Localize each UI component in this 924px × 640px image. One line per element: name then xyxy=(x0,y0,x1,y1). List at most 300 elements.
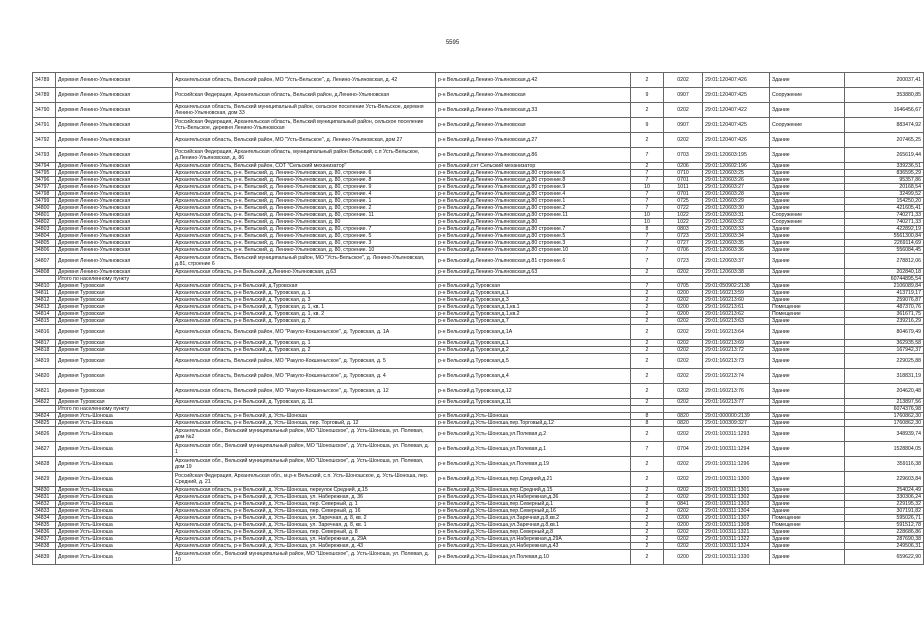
table-row xyxy=(33,88,924,103)
full-address-cell: Архангельская область, р-н Вельский, д. Туровская, д. 2 xyxy=(173,347,436,354)
settlement-name-cell: Деревня Усть-Шоноша xyxy=(56,427,173,442)
cadastral-value-cell: 2269114,69 xyxy=(845,240,924,247)
table-row xyxy=(33,347,924,354)
table-row xyxy=(33,536,924,543)
short-address-cell: р-н Вельский,д.Ленино-Ульяновская,д.80 строение.11 xyxy=(436,212,631,219)
row-number-cell: 34834 xyxy=(33,515,56,522)
row-number-cell: 34812 xyxy=(33,297,56,304)
row-number-cell xyxy=(33,276,56,283)
object-type-cell: Здание xyxy=(770,420,845,427)
cadastral-number-cell: 29:01:120407:425 xyxy=(703,88,770,103)
cadastral-number-cell: 29:01:100311:1303 xyxy=(703,501,770,508)
cadastral-number-cell: 29:01:120603:26 xyxy=(703,177,770,184)
settlement-name-cell: Деревня Ленино-Ульяновская xyxy=(56,177,173,184)
short-address-cell: р-н Вельский,д.Туровская,д.1,кв.1 xyxy=(436,304,631,311)
cadastral-number-cell: 29:01:100311:1293 xyxy=(703,427,770,442)
cadastral-number-cell: 29:01:100311:1308 xyxy=(703,522,770,529)
full-address-cell: Архангельская область, р-н. Вельский, д. Ленино-Ульяновская, д. 80, строение. 10 xyxy=(173,247,436,254)
row-number-cell: 34803 xyxy=(33,226,56,233)
subgroup-code-cell: 0705 xyxy=(664,283,703,290)
cadastral-value-cell: 229025,88 xyxy=(845,354,924,369)
full-address-cell xyxy=(173,406,436,413)
object-type-cell: Здание xyxy=(770,457,845,472)
row-number-cell: 34830 xyxy=(33,487,56,494)
table-row xyxy=(33,529,924,536)
cadastral-number-cell: 29:01:120603:31 xyxy=(703,212,770,219)
subgroup-code-cell: 0202 xyxy=(664,508,703,515)
cadastral-value-cell: 204620,48 xyxy=(845,384,924,399)
short-address-cell: р-н Вельский,д.Туровская,д.11 xyxy=(436,399,631,406)
group-code-cell: 8 xyxy=(631,420,664,427)
full-address-cell: Российская Федерация, Архангельская обл., м.р-н Вельский, с.п. Усть-Шоношское, д. Усть-Шоноша, пер. Средний, д. 21 xyxy=(173,472,436,487)
settlement-name-cell: Деревня Усть-Шоноша xyxy=(56,550,173,565)
group-code-cell: 7 xyxy=(631,191,664,198)
short-address-cell: р-н Вельский,д.Туровская,д.1 xyxy=(436,340,631,347)
group-code-cell xyxy=(631,276,664,283)
row-number-cell: 34800 xyxy=(33,205,56,212)
cadastral-value-cell: 229195,32 xyxy=(845,501,924,508)
short-address-cell: р-н Вельский,д.Ленино-Ульяновская,д.80 строение.7 xyxy=(436,226,631,233)
group-code-cell: 2 xyxy=(631,297,664,304)
settlement-name-cell: Итого по населенному пункту xyxy=(56,406,173,413)
row-number-cell: 34836 xyxy=(33,529,56,536)
short-address-cell: р-н Вельский,д.Ленино-Ульяновская,д.80 строение.1 xyxy=(436,198,631,205)
group-code-cell: 2 xyxy=(631,163,664,170)
settlement-name-cell: Деревня Туровская xyxy=(56,290,173,297)
cadastral-value-cell: 318831,19 xyxy=(845,369,924,384)
object-type-cell: Сооружение xyxy=(770,219,845,226)
object-type-cell: Здание xyxy=(770,508,845,515)
cadastral-number-cell: 29:01:120407:426 xyxy=(703,73,770,88)
row-number-cell: 34828 xyxy=(33,457,56,472)
group-code-cell: 7 xyxy=(631,233,664,240)
cadastral-number-cell: 29:01:120603:195 xyxy=(703,148,770,163)
full-address-cell: Архангельская область, р-н Вельский, д. Усть-Шоноша, ул. Набережная, д. 43 xyxy=(173,543,436,550)
row-number-cell: 34839 xyxy=(33,550,56,565)
full-address-cell: Архангельская область, р-н. Вельский, д. Ленино-Ульяновская, д. 80, строение. 2 xyxy=(173,205,436,212)
subgroup-code-cell: 0841 xyxy=(664,501,703,508)
cadastral-value-cell: 740271,33 xyxy=(845,212,924,219)
row-number-cell: 34821 xyxy=(33,384,56,399)
group-code-cell: 2 xyxy=(631,269,664,276)
row-number-cell: 34790 xyxy=(33,103,56,118)
full-address-cell: Архангельская обл., Вельский муниципальный район, МО "Шоношское", д. Усть-Шоноша, ул. Полевая, д. 1 xyxy=(173,442,436,457)
cadastral-number-cell: 29:01:120603:28 xyxy=(703,191,770,198)
cadastral-value-cell: 95357,86 xyxy=(845,177,924,184)
cadastral-number-cell: 29:01:100311:1304 xyxy=(703,508,770,515)
cadastral-number-cell: 29:01:160213:69 xyxy=(703,340,770,347)
full-address-cell: Архангельская область, р-н. Вельский, д. Ленино-Ульяновская, д. 80, строение. 4 xyxy=(173,191,436,198)
settlement-name-cell: Деревня Туровская xyxy=(56,311,173,318)
subgroup-code-cell: 0701 xyxy=(664,177,703,184)
table-row xyxy=(33,103,924,118)
cadastral-number-cell: 29:01:160213:74 xyxy=(703,369,770,384)
object-type-cell: Помещение xyxy=(770,311,845,318)
subgroup-code-cell: 0907 xyxy=(664,88,703,103)
table-row xyxy=(33,522,924,529)
cadastral-number-cell: 29:01:160213:63 xyxy=(703,318,770,325)
subgroup-code-cell: 0200 xyxy=(664,550,703,565)
group-code-cell: 2 xyxy=(631,354,664,369)
table-row xyxy=(33,311,924,318)
full-address-cell: Архангельская область, р-н Вельский, д. Туровская, д. 7 xyxy=(173,318,436,325)
cadastral-number-cell: 29:01:120603:36 xyxy=(703,247,770,254)
subgroup-code-cell: 0704 xyxy=(664,442,703,457)
settlement-name-cell: Деревня Усть-Шоноша xyxy=(56,508,173,515)
settlement-name-cell: Деревня Ленино-Ульяновская xyxy=(56,254,173,269)
table-row xyxy=(33,550,924,565)
cadastral-value-cell: 1646456,67 xyxy=(845,103,924,118)
short-address-cell: р-н Вельский,д.Туровская,д.1А xyxy=(436,325,631,340)
settlement-name-cell: Деревня Усть-Шоноша xyxy=(56,529,173,536)
full-address-cell: Архангельская область, Вельский муниципальный район, МО "Усть-Вельское", д. Ленино-Ульяновская, д.81, строение 6 xyxy=(173,254,436,269)
full-address-cell: Архангельская область, р-н Вельский, д. Усть-Шоноша, переулок Средний, д.15 xyxy=(173,487,436,494)
table-row xyxy=(33,399,924,406)
short-address-cell: р-н Вельский,д.Ленино-Ульяновская,д.80 строение.3 xyxy=(436,240,631,247)
row-number-cell: 34791 xyxy=(33,118,56,133)
short-address-cell: р-н Вельский,д.Туровская,д.5 xyxy=(436,354,631,369)
short-address-cell: р-н Вельский,д.Усть-Шоноша,ул.Заречная,д.8,кв.2 xyxy=(436,515,631,522)
subgroup-code-cell: 0200 xyxy=(664,522,703,529)
row-number-cell: 34819 xyxy=(33,354,56,369)
row-number-cell: 34818 xyxy=(33,347,56,354)
full-address-cell: Архангельская область, р-н Вельский, д. Туровская, д. 11 xyxy=(173,399,436,406)
cadastral-number-cell: 29:01:120603:38 xyxy=(703,269,770,276)
short-address-cell: р-н Вельский,д.Туровская,д.1 xyxy=(436,290,631,297)
object-type-cell: Сооружение xyxy=(770,212,845,219)
object-type-cell: Здание xyxy=(770,442,845,457)
short-address-cell: р-н Вельский,д.Усть-Шоноша,пер.Средний,д.15 xyxy=(436,487,631,494)
subgroup-code-cell: 0202 xyxy=(664,354,703,369)
group-code-cell: 2 xyxy=(631,487,664,494)
group-code-cell: 2 xyxy=(631,340,664,347)
object-type-cell: Сооружение xyxy=(770,88,845,103)
short-address-cell xyxy=(436,406,631,413)
full-address-cell: Архангельская обл., Вельский муниципальный район, МО "Шоношское", д. Усть-Шоноша, ул. Полевая, д. 10 xyxy=(173,550,436,565)
cadastral-number-cell: 29:01:100311:1294 xyxy=(703,442,770,457)
short-address-cell: р-н Вельский,д.Усть-Шоноша,пер.Средний,д.21 xyxy=(436,472,631,487)
subgroup-code-cell: 0202 xyxy=(664,487,703,494)
object-type-cell: Здание xyxy=(770,529,845,536)
subgroup-code-cell: 0202 xyxy=(664,472,703,487)
object-type-cell: Здание xyxy=(770,369,845,384)
row-number-cell: 34827 xyxy=(33,442,56,457)
full-address-cell: Архангельская область, р-н. Вельский, д. Ленино-Ульяновская, д. 80, строение. 3 xyxy=(173,240,436,247)
group-code-cell: 8 xyxy=(631,501,664,508)
subgroup-code-cell: 1011 xyxy=(664,184,703,191)
cadastral-value-cell: 804679,49 xyxy=(845,325,924,340)
subgroup-code-cell: 0703 xyxy=(664,148,703,163)
table-row xyxy=(33,304,924,311)
cadastral-value-cell: 591512,78 xyxy=(845,522,924,529)
full-address-cell: Архангельская область, р-н. Вельский, д. Ленино-Ульяновская, д. 80, строение. 9 xyxy=(173,184,436,191)
full-address-cell: Архангельская область, р-н Вельский, д.Ленино-Ульяновская, д.63 xyxy=(173,269,436,276)
short-address-cell: р-н Вельский,д.Ленино-Ульяновская,д.80 строение.9 xyxy=(436,184,631,191)
object-type-cell: Здание xyxy=(770,191,845,198)
cadastral-value-cell: 740271,33 xyxy=(845,219,924,226)
table-row xyxy=(33,457,924,472)
table-row xyxy=(33,340,924,347)
group-code-cell: 2 xyxy=(631,472,664,487)
cadastral-value-cell: 213897,56 xyxy=(845,399,924,406)
object-type-cell: Здание xyxy=(770,399,845,406)
object-type-cell: Здание xyxy=(770,347,845,354)
table-row xyxy=(33,184,924,191)
settlement-name-cell: Деревня Ленино-Ульяновская xyxy=(56,226,173,233)
subgroup-code-cell: 0907 xyxy=(664,118,703,133)
table-row xyxy=(33,219,924,226)
group-code-cell: 2 xyxy=(631,384,664,399)
object-type-cell: Здание xyxy=(770,354,845,369)
subgroup-code-cell: 0727 xyxy=(664,240,703,247)
group-code-cell: 2 xyxy=(631,290,664,297)
short-address-cell xyxy=(436,276,631,283)
cadastral-number-cell: 29:01:160213:64 xyxy=(703,325,770,340)
short-address-cell: р-н Вельский,д.Туровская,д.1,кв.2 xyxy=(436,311,631,318)
settlement-name-cell: Деревня Ленино-Ульяновская xyxy=(56,247,173,254)
table-row xyxy=(33,198,924,205)
object-type-cell: Здание xyxy=(770,73,845,88)
object-type-cell: Здание xyxy=(770,550,845,565)
cadastral-value-cell: 202840,18 xyxy=(845,269,924,276)
subgroup-code-cell: 0202 xyxy=(664,457,703,472)
cadastral-number-cell: 29:01:120407:422 xyxy=(703,103,770,118)
group-code-cell: 2 xyxy=(631,318,664,325)
full-address-cell xyxy=(173,276,436,283)
cadastral-number-cell: 29:01:100311:1324 xyxy=(703,543,770,550)
settlement-name-cell: Деревня Туровская xyxy=(56,347,173,354)
page-number: 5595 xyxy=(445,40,460,46)
full-address-cell: Архангельская область, р-н. Вельский, д. Ленино-Ульяновская, д. 80, строение. 7 xyxy=(173,226,436,233)
object-type-cell: Здание xyxy=(770,384,845,399)
row-number-cell: 34813 xyxy=(33,304,56,311)
row-number-cell: 34814 xyxy=(33,311,56,318)
full-address-cell: Архангельская область, Вельский район, МО "Ракуло-Кокшеньгское", д. Туровская, д. 4 xyxy=(173,369,436,384)
cadastral-number-cell: 29:01:160213:76 xyxy=(703,384,770,399)
short-address-cell: р-н Вельский,д.Ленино-Ульяновская,д.80 строение.6 xyxy=(436,170,631,177)
row-number-cell: 34820 xyxy=(33,369,56,384)
settlement-name-cell: Деревня Усть-Шоноша xyxy=(56,457,173,472)
short-address-cell: р-н Вельский,д.Ленино-Ульяновская xyxy=(436,118,631,133)
settlement-name-cell: Деревня Усть-Шоноша xyxy=(56,487,173,494)
table-row xyxy=(33,501,924,508)
settlement-name-cell: Деревня Туровская xyxy=(56,297,173,304)
subgroup-code-cell: 0202 xyxy=(664,427,703,442)
table-row xyxy=(33,205,924,212)
settlement-name-cell: Деревня Ленино-Ульяновская xyxy=(56,103,173,118)
object-type-cell: Здание xyxy=(770,297,845,304)
cadastral-value-cell: 353880,85 xyxy=(845,88,924,103)
short-address-cell: р-н Вельский,д.Ленино-Ульяновская,д.86 xyxy=(436,148,631,163)
full-address-cell: Архангельская область, Вельский район, МО "Усть-Вельское", д. Ленино-Ульяновская, дом 27 xyxy=(173,133,436,148)
full-address-cell: Российская Федерация, Архангельская область, Вельский муниципальный район, сельское поселение Усть-Вельское, деревня Ленино-Ульяновская xyxy=(173,118,436,133)
cadastral-value-cell: 362935,58 xyxy=(845,340,924,347)
row-number-cell: 34816 xyxy=(33,325,56,340)
subgroup-code-cell xyxy=(664,406,703,413)
subgroup-code-cell: 0202 xyxy=(664,369,703,384)
cadastral-value-cell: 836595,29 xyxy=(845,170,924,177)
table-row xyxy=(33,170,924,177)
cadastral-value-cell: 200037,41 xyxy=(845,73,924,88)
short-address-cell: р-н Вельский,д.Усть-Шоноша,ул.Набережная,д.29А xyxy=(436,536,631,543)
cadastral-value-cell: 1760862,30 xyxy=(845,420,924,427)
table-row xyxy=(33,354,924,369)
object-type-cell: Здание xyxy=(770,170,845,177)
row-number-cell: 34798 xyxy=(33,191,56,198)
row-number-cell: 34805 xyxy=(33,240,56,247)
table-row xyxy=(33,254,924,269)
cadastral-value-cell: 348939,74 xyxy=(845,427,924,442)
subgroup-code-cell: 1022 xyxy=(664,219,703,226)
subgroup-code-cell: 0202 xyxy=(664,318,703,325)
cadastral-value-cell: 154250,20 xyxy=(845,198,924,205)
row-number-cell: 34829 xyxy=(33,472,56,487)
row-number-cell: 34793 xyxy=(33,148,56,163)
subgroup-code-cell: 0706 xyxy=(664,247,703,254)
table-row xyxy=(33,472,924,487)
short-address-cell: р-н Вельский,д.Ленино-Ульяновская,д.27 xyxy=(436,133,631,148)
row-number-cell: 34832 xyxy=(33,501,56,508)
object-type-cell: Здание xyxy=(770,198,845,205)
group-code-cell: 2 xyxy=(631,457,664,472)
cadastral-number-cell: 29:01:160213:59 xyxy=(703,290,770,297)
cadastral-value-cell: 207465,25 xyxy=(845,133,924,148)
full-address-cell: Архангельская область, р-н. Вельский, д. Ленино-Ульяновская, д. 80 xyxy=(173,219,436,226)
short-address-cell: р-н Вельский,д.Усть-Шоноша,пер.Северный,д.8 xyxy=(436,529,631,536)
subgroup-code-cell: 0722 xyxy=(664,205,703,212)
table-row xyxy=(33,515,924,522)
full-address-cell: Архангельская область, р-н. Вельский, д. Ленино-Ульяновская, д. 80, строение. 1 xyxy=(173,198,436,205)
short-address-cell: р-н Вельский,д.Усть-Шоноша xyxy=(436,413,631,420)
row-number-cell: 34804 xyxy=(33,233,56,240)
cadastral-number-cell: 29:01:160213:77 xyxy=(703,399,770,406)
object-type-cell: Здание xyxy=(770,501,845,508)
subgroup-code-cell: 0202 xyxy=(664,399,703,406)
subgroup-code-cell: 0710 xyxy=(664,170,703,177)
table-row xyxy=(33,226,924,233)
cadastral-number-cell: 29:01:160213:62 xyxy=(703,311,770,318)
table-row xyxy=(33,133,924,148)
cadastral-value-cell: 229603,84 xyxy=(845,472,924,487)
object-type-cell: Здание xyxy=(770,283,845,290)
object-type-cell: Помещение xyxy=(770,515,845,522)
group-code-cell: 2 xyxy=(631,325,664,340)
settlement-name-cell: Деревня Туровская xyxy=(56,325,173,340)
short-address-cell: р-н Вельский,д.Усть-Шоноша,ул.Полевая,д.1 xyxy=(436,442,631,457)
subgroup-code-cell: 0206 xyxy=(664,163,703,170)
table-row xyxy=(33,297,924,304)
settlement-name-cell: Деревня Ленино-Ульяновская xyxy=(56,240,173,247)
cadastral-number-cell: 29:01:120603:29 xyxy=(703,198,770,205)
cadastral-number-cell: 29:01:100309:327 xyxy=(703,420,770,427)
settlement-name-cell: Итого по населенному пункту xyxy=(56,276,173,283)
short-address-cell: р-н Вельский,д.Ленино-Ульяновская,д.80 строение.10 xyxy=(436,247,631,254)
table-row xyxy=(33,148,924,163)
subgroup-code-cell: 0725 xyxy=(664,198,703,205)
object-type-cell: Здание xyxy=(770,184,845,191)
cadastral-value-cell: 2106089,84 xyxy=(845,283,924,290)
table-row xyxy=(33,406,924,413)
cadastral-value-cell: 32499,52 xyxy=(845,191,924,198)
cadastral-number-cell: 29:01:160213:61 xyxy=(703,304,770,311)
cadastral-value-cell: 1528804,05 xyxy=(845,442,924,457)
object-type-cell: Здание xyxy=(770,269,845,276)
short-address-cell: р-н Вельский,д.Ленино-Ульяновская,д.80 строение.2 xyxy=(436,205,631,212)
object-type-cell: Сооружение xyxy=(770,118,845,133)
group-code-cell: 2 xyxy=(631,427,664,442)
object-type-cell: Здание xyxy=(770,543,845,550)
object-type-cell: Здание xyxy=(770,240,845,247)
settlement-name-cell: Деревня Туровская xyxy=(56,304,173,311)
settlement-name-cell: Деревня Туровская xyxy=(56,399,173,406)
group-code-cell: 9 xyxy=(631,88,664,103)
cadastral-value-cell: 556084,45 xyxy=(845,247,924,254)
cadastral-value-cell: 287690,38 xyxy=(845,536,924,543)
cadastral-number-cell: 29:01:120602:196 xyxy=(703,163,770,170)
cadastral-value-cell: 359116,38 xyxy=(845,457,924,472)
cadastral-number-cell xyxy=(703,406,770,413)
group-code-cell: 2 xyxy=(631,515,664,522)
full-address-cell: Архангельская область, р-н Вельский, д. Туровская, д. 1 xyxy=(173,290,436,297)
group-code-cell: 2 xyxy=(631,311,664,318)
cadastral-number-cell: 29:01:120603:30 xyxy=(703,205,770,212)
object-type-cell: Здание xyxy=(770,177,845,184)
short-address-cell: р-н Вельский,д.Туровская,д.3 xyxy=(436,297,631,304)
settlement-name-cell: Деревня Усть-Шоноша xyxy=(56,442,173,457)
short-address-cell: р-н Вельский,д.Усть-Шоноша,пер.Северный,д.1 xyxy=(436,501,631,508)
short-address-cell: р-н Вельский,д.Ленино-Ульяновская,д.33 xyxy=(436,103,631,118)
full-address-cell: Архангельская область, Вельский район, МО "Ракуло-Кокшеньгское", д. Туровская, д. 1А xyxy=(173,325,436,340)
object-type-cell: Здание xyxy=(770,103,845,118)
cadastral-number-cell: 29:01:120603:35 xyxy=(703,240,770,247)
settlement-name-cell: Деревня Ленино-Ульяновская xyxy=(56,198,173,205)
full-address-cell: Архангельская область, р-н. Вельский, д. Ленино-Ульяновская, д. 80, строение. 6 xyxy=(173,170,436,177)
subgroup-code-cell: 0202 xyxy=(664,269,703,276)
row-number-cell: 34795 xyxy=(33,170,56,177)
settlement-name-cell: Деревня Туровская xyxy=(56,340,173,347)
full-address-cell: Архангельская обл., Вельский муниципальный район, МО "Шоношское", д. Усть-Шоноша, ул. Полевая, дом №2 xyxy=(173,427,436,442)
row-number-cell: 34801 xyxy=(33,212,56,219)
short-address-cell: р-н Вельский,д.Туровская,д.12 xyxy=(436,384,631,399)
group-code-cell: 7 xyxy=(631,254,664,269)
group-code-cell: 7 xyxy=(631,442,664,457)
group-code-cell: 9 xyxy=(631,118,664,133)
table-row xyxy=(33,177,924,184)
group-code-cell: 2 xyxy=(631,529,664,536)
short-address-cell: р-н Вельский,д.Ленино-Ульяновская,д.80 строение.5 xyxy=(436,233,631,240)
row-number-cell: 34811 xyxy=(33,290,56,297)
cadastral-number-cell xyxy=(703,276,770,283)
short-address-cell: р-н Вельский,д.Ленино-Ульяновская xyxy=(436,88,631,103)
cadastral-value-cell: 265619,44 xyxy=(845,148,924,163)
settlement-name-cell: Деревня Ленино-Ульяновская xyxy=(56,73,173,88)
group-code-cell: 7 xyxy=(631,177,664,184)
short-address-cell: р-н Вельский,д.Ленино-Ульяновская,д.81 строение.6 xyxy=(436,254,631,269)
cadastral-value-cell: 339236,51 xyxy=(845,163,924,170)
cadastral-value-cell: 330306,24 xyxy=(845,494,924,501)
group-code-cell: 7 xyxy=(631,198,664,205)
cadastral-number-cell: 29:01:000000:2139 xyxy=(703,413,770,420)
table-row xyxy=(33,240,924,247)
settlement-name-cell: Деревня Ленино-Ульяновская xyxy=(56,118,173,133)
object-type-cell: Здание xyxy=(770,233,845,240)
table-row xyxy=(33,420,924,427)
table-row xyxy=(33,73,924,88)
row-number-cell: 34799 xyxy=(33,198,56,205)
short-address-cell: р-н Вельский,д.Ленино-Ульяновская,д.80 xyxy=(436,219,631,226)
settlement-name-cell: Деревня Усть-Шоноша xyxy=(56,413,173,420)
full-address-cell: Архангельская область, р-н Вельский, д.Туровская xyxy=(173,283,436,290)
